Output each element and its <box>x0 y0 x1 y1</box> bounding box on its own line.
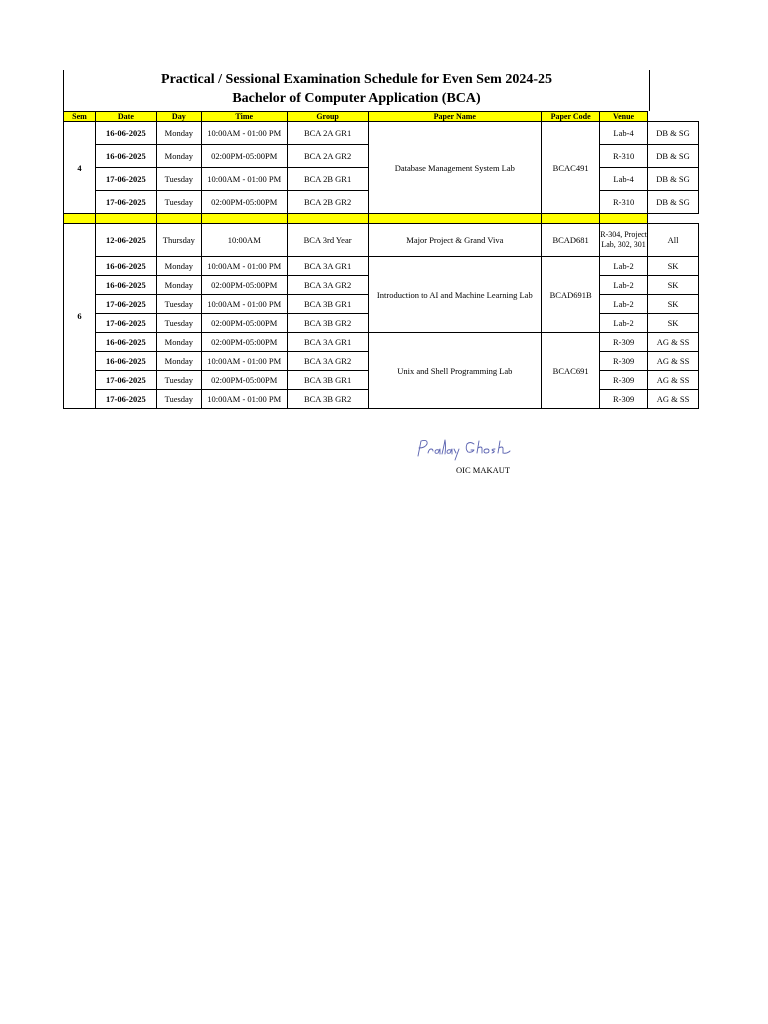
time-cell: 02:00PM-05:00PM <box>201 145 287 168</box>
faculty-cell: DB & SG <box>648 145 699 168</box>
group-cell: BCA 3B GR1 <box>287 295 368 314</box>
table-row <box>64 122 699 145</box>
faculty-cell: SK <box>648 314 699 333</box>
date-cell: 17-06-2025 <box>95 191 156 214</box>
date-cell: 17-06-2025 <box>95 295 156 314</box>
paper-name-cell: Unix and Shell Programming Lab <box>368 333 542 409</box>
group-cell: BCA 3rd Year <box>287 224 368 257</box>
col-header-sem: Sem <box>64 112 96 122</box>
date-cell: 16-06-2025 <box>95 257 156 276</box>
group-cell: BCA 2A GR1 <box>287 122 368 145</box>
day-cell: Tuesday <box>156 390 201 409</box>
day-cell: Thursday <box>156 224 201 257</box>
venue-cell: R-309 <box>600 352 648 371</box>
venue-cell: Lab-2 <box>600 314 648 333</box>
venue-cell: Lab-2 <box>600 295 648 314</box>
date-cell: 16-06-2025 <box>95 145 156 168</box>
faculty-cell: DB & SG <box>648 168 699 191</box>
time-cell: 02:00PM-05:00PM <box>201 191 287 214</box>
venue-cell: Lab-2 <box>600 276 648 295</box>
day-cell: Tuesday <box>156 314 201 333</box>
faculty-cell: AG & SS <box>648 333 699 352</box>
time-cell: 02:00PM-05:00PM <box>201 371 287 390</box>
title-block <box>63 70 650 111</box>
day-cell: Monday <box>156 276 201 295</box>
schedule-sheet <box>63 70 699 409</box>
time-cell: 10:00AM <box>201 224 287 257</box>
group-cell: BCA 2B GR1 <box>287 168 368 191</box>
col-header-date: Date <box>95 112 156 122</box>
time-cell: 10:00AM - 01:00 PM <box>201 122 287 145</box>
venue-cell: R-309 <box>600 390 648 409</box>
venue-cell: R-310 <box>600 145 648 168</box>
faculty-cell: SK <box>648 295 699 314</box>
schedule-table <box>63 111 699 409</box>
paper-name-cell: Introduction to AI and Machine Learning Lab <box>368 257 542 333</box>
faculty-cell: AG & SS <box>648 371 699 390</box>
day-cell: Monday <box>156 257 201 276</box>
col-header-paper-code: Paper Code <box>542 112 600 122</box>
paper-code-cell: BCAD681 <box>542 224 600 257</box>
paper-code-cell: BCAC691 <box>542 333 600 409</box>
col-header-time: Time <box>201 112 287 122</box>
venue-cell: Lab-2 <box>600 257 648 276</box>
time-cell: 10:00AM - 01:00 PM <box>201 168 287 191</box>
faculty-cell: AG & SS <box>648 390 699 409</box>
faculty-cell: All <box>648 224 699 257</box>
table-row <box>64 224 699 257</box>
date-cell: 16-06-2025 <box>95 276 156 295</box>
date-cell: 17-06-2025 <box>95 371 156 390</box>
venue-cell: Lab-4 <box>600 168 648 191</box>
day-cell: Tuesday <box>156 371 201 390</box>
day-cell: Tuesday <box>156 168 201 191</box>
group-cell: BCA 3B GR2 <box>287 390 368 409</box>
venue-cell: R-309 <box>600 371 648 390</box>
day-cell: Monday <box>156 333 201 352</box>
group-cell: BCA 3A GR1 <box>287 257 368 276</box>
date-cell: 16-06-2025 <box>95 122 156 145</box>
col-header-venue: Venue <box>600 112 648 122</box>
venue-cell: R-309 <box>600 333 648 352</box>
time-cell: 02:00PM-05:00PM <box>201 276 287 295</box>
paper-code-cell: BCAD691B <box>542 257 600 333</box>
group-cell: BCA 2B GR2 <box>287 191 368 214</box>
day-cell: Monday <box>156 122 201 145</box>
day-cell: Tuesday <box>156 191 201 214</box>
group-cell: BCA 3A GR2 <box>287 352 368 371</box>
venue-cell: Lab-4 <box>600 122 648 145</box>
group-cell: BCA 3B GR1 <box>287 371 368 390</box>
group-cell: BCA 3A GR1 <box>287 333 368 352</box>
date-cell: 17-06-2025 <box>95 168 156 191</box>
time-cell: 02:00PM-05:00PM <box>201 314 287 333</box>
date-cell: 16-06-2025 <box>95 333 156 352</box>
handwritten-signature <box>412 436 522 462</box>
faculty-cell: DB & SG <box>648 191 699 214</box>
col-header-blank <box>648 112 699 122</box>
group-cell: BCA 2A GR2 <box>287 145 368 168</box>
col-header-group: Group <box>287 112 368 122</box>
group-cell: BCA 3A GR2 <box>287 276 368 295</box>
paper-code-cell: BCAC491 <box>542 122 600 214</box>
time-cell: 10:00AM - 01:00 PM <box>201 390 287 409</box>
signatory-designation: OIC MAKAUT <box>456 465 511 475</box>
col-header-paper-name: Paper Name <box>368 112 542 122</box>
date-cell: 17-06-2025 <box>95 390 156 409</box>
paper-name-cell: Database Management System Lab <box>368 122 542 214</box>
time-cell: 10:00AM - 01:00 PM <box>201 352 287 371</box>
faculty-cell: DB & SG <box>648 122 699 145</box>
faculty-cell: SK <box>648 276 699 295</box>
table-row <box>64 257 699 276</box>
sem-cell: 4 <box>64 122 96 214</box>
time-cell: 02:00PM-05:00PM <box>201 333 287 352</box>
paper-name-cell: Major Project & Grand Viva <box>368 224 542 257</box>
venue-cell: R-304, Project Lab, 302, 301 <box>600 224 648 257</box>
day-cell: Monday <box>156 145 201 168</box>
day-cell: Monday <box>156 352 201 371</box>
page-subtitle: Bachelor of Computer Application (BCA) <box>232 91 481 106</box>
date-cell: 17-06-2025 <box>95 314 156 333</box>
header-row <box>64 112 699 122</box>
time-cell: 10:00AM - 01:00 PM <box>201 295 287 314</box>
col-header-day: Day <box>156 112 201 122</box>
date-cell: 16-06-2025 <box>95 352 156 371</box>
separator-row <box>64 214 699 224</box>
time-cell: 10:00AM - 01:00 PM <box>201 257 287 276</box>
page-title: Practical / Sessional Examination Schedule for Even Sem 2024-25 <box>161 72 552 87</box>
date-cell: 12-06-2025 <box>95 224 156 257</box>
venue-cell: R-310 <box>600 191 648 214</box>
faculty-cell: AG & SS <box>648 352 699 371</box>
table-row <box>64 333 699 352</box>
faculty-cell: SK <box>648 257 699 276</box>
sem-cell: 6 <box>64 224 96 409</box>
group-cell: BCA 3B GR2 <box>287 314 368 333</box>
day-cell: Tuesday <box>156 295 201 314</box>
